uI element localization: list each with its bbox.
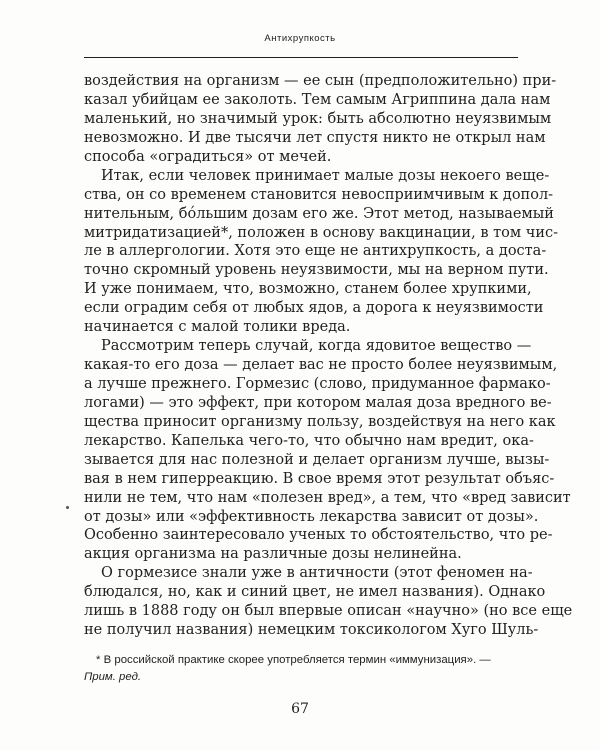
body-line: воздействия на организм — ее сын (предположительно) при- — [84, 73, 557, 89]
body-line: зывается для нас полезной и делает организм лучше, вызы- — [84, 451, 550, 468]
body-line: невозможно. И две тысячи лет спустя никто не открыл нам — [84, 129, 546, 146]
body-line: ства, он со временем становится невосприимчивым к допол- — [84, 186, 554, 203]
body-line: Рассмотрим теперь случай, когда ядовитое вещество — — [101, 338, 532, 355]
body-line: логами) — это эффект, при котором малая доза вредного ве- — [84, 394, 552, 411]
footnote-text: * В российской практике скорее употребляется термин «иммунизация». — — [96, 654, 491, 666]
body-line: блюдался, но, как и синий цвет, не имел названия). Однако — [84, 584, 546, 601]
body-line: начинается с малой толики вреда. — [84, 319, 351, 336]
body-line: Итак, если человек принимает малые дозы некоего веще- — [101, 167, 550, 184]
body-line: а лучше прежнего. Гормезис (слово, придуманное фармако- — [84, 375, 551, 392]
body-line: митридатизацией*, положен в основу вакцинации, в том чис- — [84, 224, 558, 241]
body-line: Особенно заинтересовало ученых то обстоятельство, что ре- — [84, 527, 553, 544]
body-line: не получил названия) немецким токсикологом Хуго Шуль- — [84, 622, 539, 639]
margin-mark — [66, 506, 69, 509]
body-line: акция организма на различные дозы нелинейна. — [84, 546, 462, 563]
body-line: И уже понимаем, что, возможно, станем более хрупкими, — [84, 281, 532, 298]
body-line: ле в аллергологии. Хотя это еще не антихрупкость, а доста- — [84, 243, 547, 260]
body-line: лекарство. Капелька чего-то, что обычно нам вредит, ока- — [84, 432, 534, 449]
body-line: казал убийцам ее заколоть. Тем самым Агриппина дала нам — [84, 91, 551, 108]
body-line: маленький, но значимый урок: быть абсолютно неуязвимым — [84, 110, 552, 127]
footnote-attribution: Прим. ред. — [84, 671, 142, 683]
body-line: если оградим себя от любых ядов, а дорога к неуязвимости — [84, 300, 544, 317]
body-line: точно скромный уровень неуязвимости, мы на верном пути. — [84, 262, 549, 279]
body-line: вая в нем гиперреакцию. В свое время этот результат объяс- — [84, 470, 555, 487]
body-line: способа «оградиться» от мечей. — [84, 148, 332, 165]
page-number: 67 — [291, 701, 309, 717]
header-rule — [84, 57, 518, 58]
body-line: от дозы» или «эффективность лекарства зависит от дозы». — [84, 508, 539, 525]
body-line: О гормезисе знали уже в античности (этот феномен на- — [101, 565, 533, 582]
body-line: лишь в 1888 году он был впервые описан «научно» (но все еще — [84, 603, 573, 620]
body-line: щества приносит организму пользу, воздействуя на него как — [84, 413, 556, 430]
running-head: Антихрупкость — [264, 33, 336, 44]
body-line: нили не тем, что нам «полезен вред», а тем, что «вред зависит — [84, 489, 571, 506]
body-line: нительным, бóльшим дозам его же. Этот метод, называемый — [84, 205, 554, 222]
body-line: какая-то его доза — делает вас не просто более неуязвимым, — [84, 357, 558, 373]
